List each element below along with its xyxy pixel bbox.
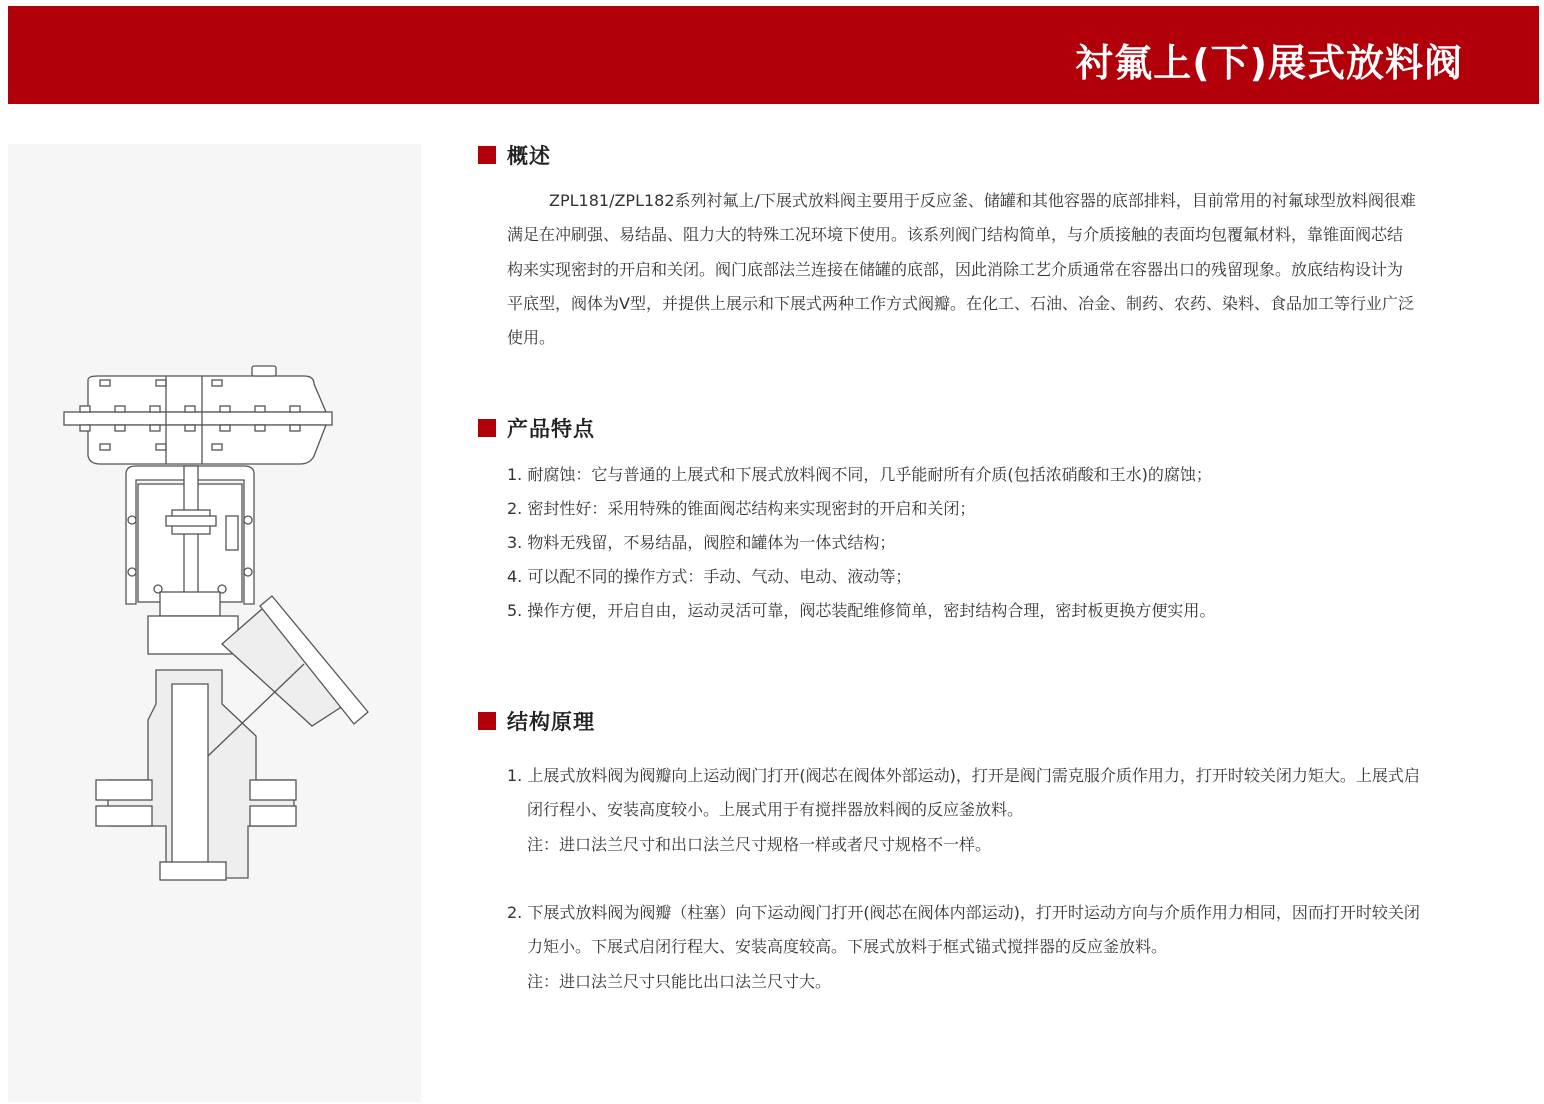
overview-line: 构来实现密封的开启和关闭。阀门底部法兰连接在储罐的底部，因此消除工艺介质通常在容器出口的残留现象。放底结构设计为 bbox=[507, 260, 1404, 279]
overview-heading: 概述 bbox=[507, 144, 551, 168]
section-marker bbox=[478, 712, 496, 730]
principle-item-1: 1. 上展式放料阀为阀瓣向上运动阀门打开(阀芯在阀体外部运动)，打开是阀门需克服介质作用力，打开时较关闭力矩大。上展式启 bbox=[507, 766, 1420, 785]
principle-item-2: 2. 下展式放料阀为阀瓣（柱塞）向下运动阀门打开(阀芯在阀体内部运动)，打开时运动方向与介质作用力相同，因而打开时较关闭 bbox=[507, 903, 1420, 922]
principle-item-2-cont: 力矩小。下展式启闭行程大、安装高度较高。下展式放料于框式锚式搅拌器的反应釜放料。 bbox=[527, 937, 1168, 956]
features-header bbox=[478, 416, 595, 440]
principle-item-2-note: 注：进口法兰尺寸只能比出口法兰尺寸大。 bbox=[527, 972, 832, 991]
overview-line: 平底型，阀体为V型，并提供上展示和下展式两种工作方式阀瓣。在化工、石油、冶金、制药、农药、染料、食品加工等行业广泛 bbox=[507, 294, 1414, 313]
principle-header bbox=[478, 709, 595, 733]
principle-item-1-cont: 闭行程小、安装高度较小。上展式用于有搅拌器放料阀的反应釜放料。 bbox=[527, 800, 1024, 819]
feature-item: 4. 可以配不同的操作方式：手动、气动、电动、液动等； bbox=[507, 567, 912, 586]
product-image-panel bbox=[8, 144, 421, 1102]
feature-item: 3. 物料无残留，不易结晶，阀腔和罐体为一体式结构； bbox=[507, 533, 896, 552]
feature-item: 1. 耐腐蚀：它与普通的上展式和下展式放料阀不同，几乎能耐所有介质(包括浓硝酸和王水)的腐蚀； bbox=[507, 465, 1212, 484]
features-heading: 产品特点 bbox=[507, 417, 595, 441]
feature-item: 5. 操作方便，开启自由，运动灵活可靠，阀芯装配维修简单，密封结构合理，密封板更换方便实用。 bbox=[507, 601, 1216, 620]
section-marker bbox=[478, 419, 496, 437]
principle-heading: 结构原理 bbox=[507, 710, 595, 734]
overview-line: ZPL181/ZPL182系列衬氟上/下展式放料阀主要用于反应釜、储罐和其他容器的底部排料，目前常用的衬氟球型放料阀很难 bbox=[549, 191, 1416, 210]
overview-line: 使用。 bbox=[507, 328, 556, 347]
feature-item: 2. 密封性好：采用特殊的锥面阀芯结构来实现密封的开启和关闭； bbox=[507, 499, 976, 518]
valve-line-drawing bbox=[8, 144, 421, 1102]
overview-header bbox=[478, 143, 551, 167]
principle-item-1-note: 注：进口法兰尺寸和出口法兰尺寸规格一样或者尺寸规格不一样。 bbox=[527, 835, 992, 854]
overview-line: 满足在冲刷强、易结晶、阻力大的特殊工况环境下使用。该系列阀门结构简单，与介质接触的表面均包覆氟材料，靠锥面阀芯结 bbox=[507, 225, 1404, 244]
page-title: 衬氟上(下)展式放料阀 bbox=[1075, 41, 1463, 85]
section-marker bbox=[478, 146, 496, 164]
header-banner bbox=[8, 6, 1539, 104]
